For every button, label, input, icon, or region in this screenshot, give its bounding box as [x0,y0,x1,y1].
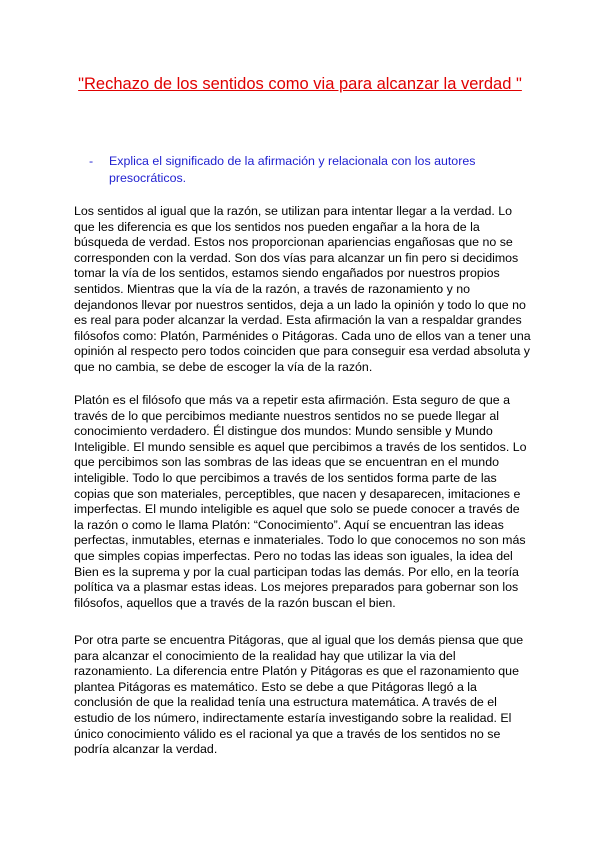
paragraph-senses-vs-reason: Los sentidos al igual que la razón, se utilizan para intentar llegar a la verdad. Lo que les diferencia es que los sentidos nos pueden engañar a la hora de la búsqueda de verdad. Estos nos proporcionan apariencias engañosas que no se corresponden con la verdad. Son dos vías para alcanzar un fin pero si decidimos tomar la vía de los sentidos, estamos siendo engañados por nuestros propios sentidos. Mientras que la vía de la razón, a través de razonamiento y no dejandonos llevar por nuestros sentidos, deja a un lado la opinión y todo lo que no es real para poder alcanzar la verdad. Esta afirmación la van a respaldar grandes filósofos como: Platón, Parménides o Pitágoras. Cada uno de ellos van a tener una opinión al respecto pero todos coinciden que para conseguir esa verdad absoluta y que no cambia, se debe de escoger la vía de la razón. [74,204,531,374]
task-text: Explica el significado de la afirmación y relacionala con los autores presocráticos. [109,154,476,185]
bullet-dash: - [89,154,94,168]
paragraph-platon: Platón es el filósofo que más va a repetir esta afirmación. Esta seguro de que a través de lo que percibimos mediante nuestros sentidos no se puede llegar al conocimiento verdadero. Él distingue dos mundos: Mundo sensible y Mundo Inteligible. El mundo sensible es aquel que percibimos a través de los sentidos. Lo que percibimos son las sombras de las ideas que se encuentran en el mundo inteligible. Todo lo que percibimos a través de los sentidos forma parte de las copias que son materiales, perceptibles, que nacen y desaparecen, imitaciones e imperfectas. El mundo inteligible es aquel que solo se puede conocer a través de la razón o como le llama Platón: “Conocimiento”. Aquí se encuentran las ideas perfectas, inmutables, eternas e inmateriales. Todo lo que conocemos no son más que simples copias imperfectas. Pero no todas las ideas son iguales, la idea del Bien es la suprema y por la cual participan todas las demás. Por ello, en la teoría política va a plasmar estas ideas. Los mejores preparados para gobernar son los filósofos, aquellos que a través de la razón buscan el bien. [74,393,527,610]
document-title: "Rechazo de los sentidos como via para alcanzar la verdad " [78,75,522,93]
task-item [89,153,529,186]
paragraph-pitagoras: Por otra parte se encuentra Pitágoras, que al igual que los demás piensa que que para alcanzar el conocimiento de la realidad hay que utilizar la via del razonamiento. La diferencia entre Platón y Pitágoras es que el razonamiento que plantea Pitágoras es matemático. Esto se debe a que Pitágoras llegó a la conclusión de que la realidad tenía una estructura matemática. A través de el estudio de los número, indirectamente estaría investigando sobre la realidad. El único conocimiento válido es el racional ya que a través de los sentidos no se podría alcanzar la verdad. [74,633,524,757]
